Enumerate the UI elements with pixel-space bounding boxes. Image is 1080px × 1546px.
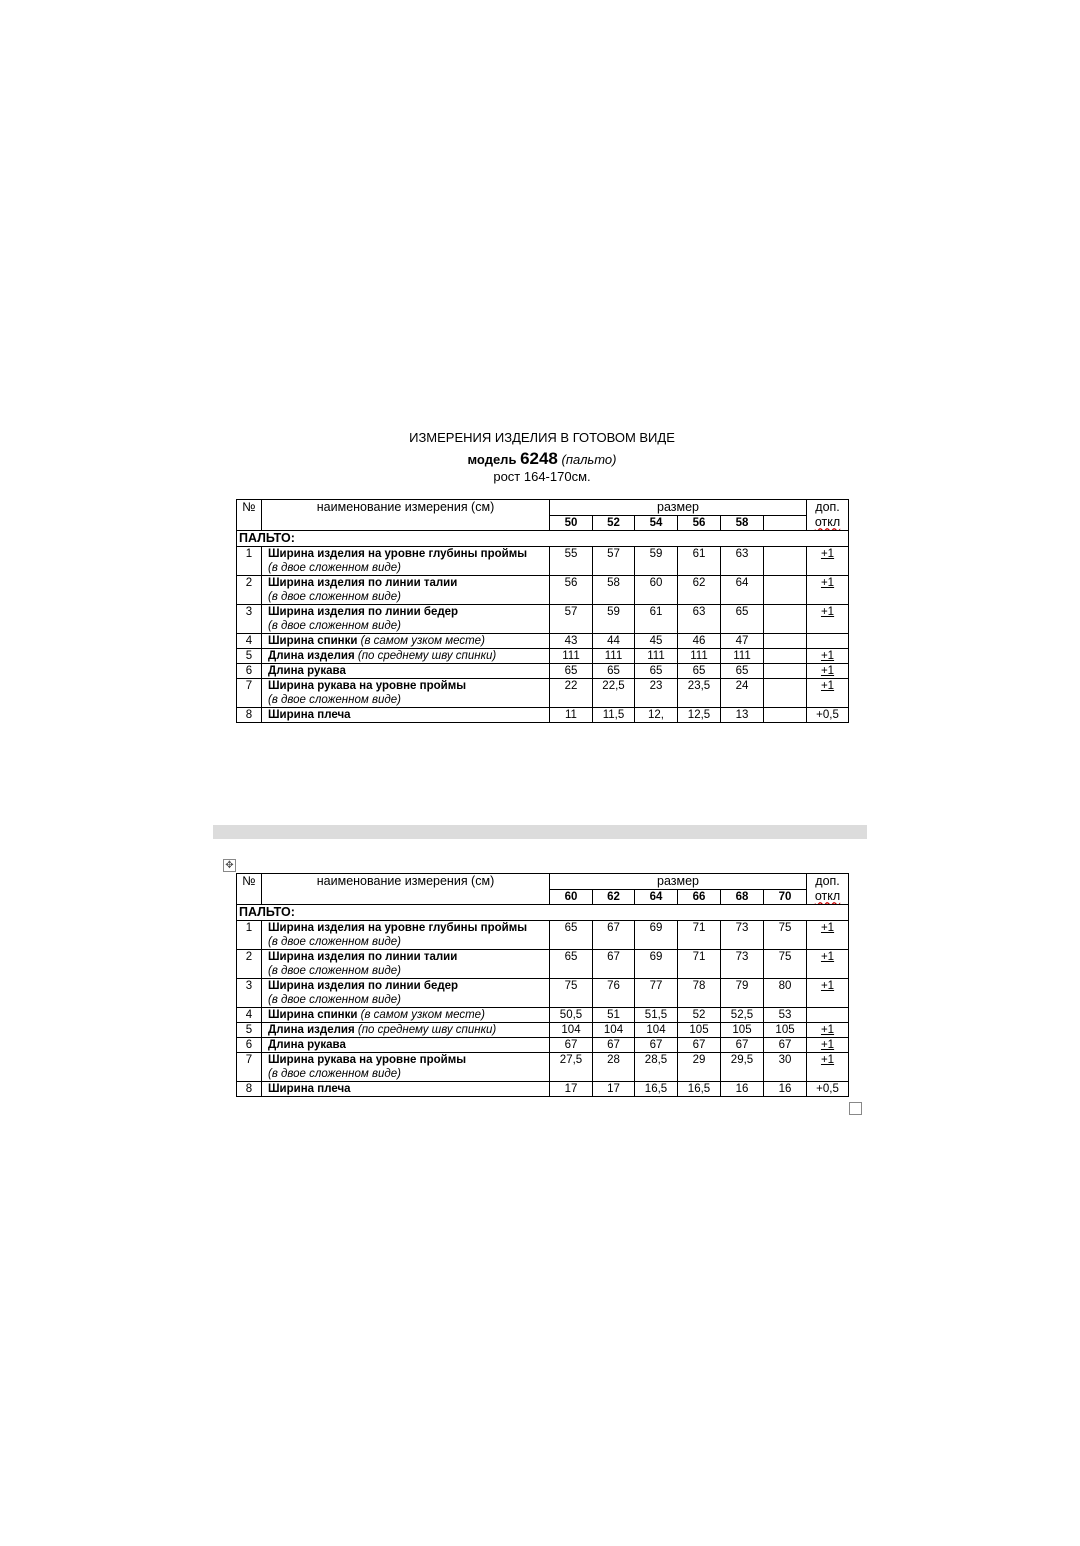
size-header-cell: 66 xyxy=(678,890,721,905)
value-cell: 60 xyxy=(635,576,678,605)
measurement-title: Длина изделия xyxy=(268,1024,355,1036)
value-cell: 73 xyxy=(721,921,764,950)
tolerance-cell xyxy=(807,1053,849,1082)
table-row xyxy=(237,1053,849,1082)
value-cell: 67 xyxy=(593,921,635,950)
row-number: 8 xyxy=(237,708,262,723)
measurement-title: Ширина плеча xyxy=(268,1083,351,1095)
value-cell: 27,5 xyxy=(550,1053,593,1082)
value-cell: 77 xyxy=(635,979,678,1008)
value-cell: 65 xyxy=(550,921,593,950)
value-cell: 53 xyxy=(764,1008,807,1023)
tolerance-value: +1 xyxy=(820,922,835,934)
col-size-header: размер xyxy=(550,500,807,516)
value-cell: 105 xyxy=(721,1023,764,1038)
value-cell xyxy=(764,708,807,723)
col-number-header: № xyxy=(237,874,262,905)
value-cell: 17 xyxy=(550,1082,593,1097)
row-number: 3 xyxy=(237,979,262,1008)
measurement-title: Ширина плеча xyxy=(268,709,351,721)
measurement-note: (по среднему шву спинки) xyxy=(357,650,497,662)
measurement-note: (по среднему шву спинки) xyxy=(357,1024,497,1036)
value-cell: 22,5 xyxy=(593,679,635,708)
tolerance-value: +1 xyxy=(820,980,835,992)
value-cell: 65 xyxy=(635,664,678,679)
value-cell: 67 xyxy=(593,950,635,979)
measurement-title: Длина рукава xyxy=(268,1039,346,1051)
row-number: 6 xyxy=(237,1038,262,1053)
tolerance-value: +1 xyxy=(820,1039,835,1051)
row-number: 5 xyxy=(237,649,262,664)
value-cell: 16,5 xyxy=(635,1082,678,1097)
value-cell: 71 xyxy=(678,950,721,979)
tolerance-value: +1 xyxy=(820,577,835,589)
measurement-title: Ширина спинки xyxy=(268,635,358,647)
col-name-header: наименование измерения (см) xyxy=(262,874,550,905)
tolerance-value: +1 xyxy=(820,951,835,963)
tolerance-value: +1 xyxy=(820,606,835,618)
tolerance-value: +1 xyxy=(820,650,835,662)
value-cell: 65 xyxy=(550,664,593,679)
size-header-cell: 64 xyxy=(635,890,678,905)
model-word: модель xyxy=(467,452,517,467)
tolerance-cell xyxy=(807,634,849,649)
col-tolerance-header xyxy=(807,500,849,531)
measurement-note: (в двое сложенном виде) xyxy=(268,994,401,1006)
table-row xyxy=(237,1082,849,1097)
table-row xyxy=(237,605,849,634)
size-header-cell: 68 xyxy=(721,890,764,905)
tolerance-label-2: откл xyxy=(814,889,841,903)
table-row xyxy=(237,634,849,649)
section-label: ПАЛЬТО: xyxy=(237,531,849,547)
tolerance-value: +1 xyxy=(820,548,835,560)
tolerance-cell xyxy=(807,1008,849,1023)
row-number: 6 xyxy=(237,664,262,679)
value-cell: 111 xyxy=(635,649,678,664)
value-cell: 65 xyxy=(721,664,764,679)
size-header-cell: 54 xyxy=(635,516,678,531)
section-row xyxy=(237,905,849,921)
value-cell: 67 xyxy=(678,1038,721,1053)
table-row xyxy=(237,708,849,723)
table-row xyxy=(237,950,849,979)
tolerance-cell xyxy=(807,950,849,979)
value-cell: 52 xyxy=(678,1008,721,1023)
row-number: 4 xyxy=(237,634,262,649)
value-cell: 59 xyxy=(593,605,635,634)
size-header-cell: 60 xyxy=(550,890,593,905)
table-row xyxy=(237,1023,849,1038)
row-number: 4 xyxy=(237,1008,262,1023)
value-cell: 104 xyxy=(550,1023,593,1038)
row-number: 2 xyxy=(237,576,262,605)
model-line xyxy=(236,449,848,469)
value-cell: 50,5 xyxy=(550,1008,593,1023)
tolerance-value: +1 xyxy=(820,1054,835,1066)
value-cell: 80 xyxy=(764,979,807,1008)
value-cell: 61 xyxy=(678,547,721,576)
value-cell: 45 xyxy=(635,634,678,649)
section-row xyxy=(237,531,849,547)
measurement-note: (в двое сложенном виде) xyxy=(268,591,401,603)
measurement-name xyxy=(262,1082,550,1097)
tolerance-cell xyxy=(807,921,849,950)
table-resize-handle-icon[interactable] xyxy=(849,1102,862,1115)
value-cell: 11 xyxy=(550,708,593,723)
measurement-note: (в двое сложенном виде) xyxy=(268,1068,401,1080)
value-cell: 55 xyxy=(550,547,593,576)
table-row xyxy=(237,576,849,605)
tolerance-label-1: доп. xyxy=(815,874,840,888)
size-header-cell: 62 xyxy=(593,890,635,905)
value-cell: 23 xyxy=(635,679,678,708)
size-header-cell: 70 xyxy=(764,890,807,905)
value-cell: 57 xyxy=(593,547,635,576)
col-name-header: наименование измерения (см) xyxy=(262,500,550,531)
measurement-title: Ширина изделия по линии бедер xyxy=(268,606,459,618)
measurement-note: (в двое сложенном виде) xyxy=(268,936,401,948)
table-move-handle-icon[interactable]: ✥ xyxy=(223,859,236,872)
measurement-name xyxy=(262,547,550,576)
value-cell: 61 xyxy=(635,605,678,634)
value-cell: 75 xyxy=(764,921,807,950)
size-header-cell: 52 xyxy=(593,516,635,531)
value-cell: 17 xyxy=(593,1082,635,1097)
table-row xyxy=(237,547,849,576)
value-cell: 28,5 xyxy=(635,1053,678,1082)
measurements-table-1 xyxy=(236,499,849,723)
value-cell: 67 xyxy=(593,1038,635,1053)
model-type: (пальто) xyxy=(561,452,617,467)
measurement-name xyxy=(262,1053,550,1082)
row-number: 5 xyxy=(237,1023,262,1038)
tolerance-cell xyxy=(807,708,849,723)
value-cell: 79 xyxy=(721,979,764,1008)
measurement-name xyxy=(262,950,550,979)
value-cell: 67 xyxy=(721,1038,764,1053)
tolerance-cell xyxy=(807,605,849,634)
tolerance-cell xyxy=(807,664,849,679)
table-row xyxy=(237,664,849,679)
tolerance-label-1: доп. xyxy=(815,500,840,514)
value-cell: 65 xyxy=(721,605,764,634)
measurement-title: Ширина изделия по линии талии xyxy=(268,951,458,963)
value-cell: 75 xyxy=(550,979,593,1008)
value-cell: 104 xyxy=(635,1023,678,1038)
tolerance-cell xyxy=(807,649,849,664)
table-row xyxy=(237,979,849,1008)
row-number: 8 xyxy=(237,1082,262,1097)
tolerance-cell xyxy=(807,679,849,708)
value-cell: 111 xyxy=(721,649,764,664)
value-cell: 16,5 xyxy=(678,1082,721,1097)
value-cell: 28 xyxy=(593,1053,635,1082)
size-header-cell xyxy=(764,516,807,531)
value-cell: 12,5 xyxy=(678,708,721,723)
row-number: 3 xyxy=(237,605,262,634)
value-cell: 43 xyxy=(550,634,593,649)
tolerance-value: +1 xyxy=(820,1024,835,1036)
value-cell: 105 xyxy=(764,1023,807,1038)
measurement-name xyxy=(262,1038,550,1053)
tolerance-value: +1 xyxy=(820,680,835,692)
col-tolerance-header xyxy=(807,874,849,905)
value-cell: 105 xyxy=(678,1023,721,1038)
value-cell: 57 xyxy=(550,605,593,634)
value-cell: 29,5 xyxy=(721,1053,764,1082)
value-cell: 44 xyxy=(593,634,635,649)
value-cell: 69 xyxy=(635,921,678,950)
tolerance-cell xyxy=(807,576,849,605)
measurement-name xyxy=(262,634,550,649)
table-row xyxy=(237,1038,849,1053)
value-cell: 46 xyxy=(678,634,721,649)
value-cell xyxy=(764,679,807,708)
row-number: 7 xyxy=(237,679,262,708)
value-cell: 62 xyxy=(678,576,721,605)
value-cell: 29 xyxy=(678,1053,721,1082)
document-title: ИЗМЕРЕНИЯ ИЗДЕЛИЯ В ГОТОВОМ ВИДЕ xyxy=(409,430,675,445)
value-cell: 63 xyxy=(678,605,721,634)
value-cell: 30 xyxy=(764,1053,807,1082)
measurement-title: Длина изделия xyxy=(268,650,355,662)
page-separator xyxy=(213,825,867,839)
measurement-name xyxy=(262,576,550,605)
value-cell: 67 xyxy=(635,1038,678,1053)
value-cell: 22 xyxy=(550,679,593,708)
value-cell: 12, xyxy=(635,708,678,723)
value-cell xyxy=(764,649,807,664)
measurement-name xyxy=(262,605,550,634)
measurement-title: Ширина спинки xyxy=(268,1009,358,1021)
measurement-title: Ширина рукава на уровне проймы xyxy=(268,680,467,692)
value-cell xyxy=(764,576,807,605)
value-cell: 59 xyxy=(635,547,678,576)
value-cell: 71 xyxy=(678,921,721,950)
table-row xyxy=(237,921,849,950)
tolerance-value: +0,5 xyxy=(816,709,839,721)
value-cell: 63 xyxy=(721,547,764,576)
measurement-title: Ширина рукава на уровне проймы xyxy=(268,1054,467,1066)
value-cell: 47 xyxy=(721,634,764,649)
value-cell: 65 xyxy=(593,664,635,679)
measurement-note: (в двое сложенном виде) xyxy=(268,562,401,574)
value-cell xyxy=(764,547,807,576)
measurements-table-2 xyxy=(236,873,849,1097)
row-number: 7 xyxy=(237,1053,262,1082)
value-cell: 24 xyxy=(721,679,764,708)
section-label: ПАЛЬТО: xyxy=(237,905,849,921)
row-number: 2 xyxy=(237,950,262,979)
value-cell: 16 xyxy=(764,1082,807,1097)
value-cell: 69 xyxy=(635,950,678,979)
value-cell: 65 xyxy=(678,664,721,679)
value-cell: 51 xyxy=(593,1008,635,1023)
value-cell: 73 xyxy=(721,950,764,979)
measurement-note: (в двое сложенном виде) xyxy=(268,620,401,632)
col-number-header: № xyxy=(237,500,262,531)
value-cell: 56 xyxy=(550,576,593,605)
size-header-cell: 50 xyxy=(550,516,593,531)
value-cell: 111 xyxy=(678,649,721,664)
value-cell: 67 xyxy=(764,1038,807,1053)
measurement-name xyxy=(262,708,550,723)
tolerance-cell xyxy=(807,1038,849,1053)
measurement-name xyxy=(262,664,550,679)
value-cell: 104 xyxy=(593,1023,635,1038)
size-header-cell: 58 xyxy=(721,516,764,531)
tolerance-value: +1 xyxy=(820,665,835,677)
value-cell xyxy=(764,634,807,649)
measurement-note: (в самом узком месте) xyxy=(360,1009,485,1021)
value-cell: 23,5 xyxy=(678,679,721,708)
table-row xyxy=(237,649,849,664)
tolerance-cell xyxy=(807,1082,849,1097)
measurement-note: (в двое сложенном виде) xyxy=(268,965,401,977)
measurement-title: Длина рукава xyxy=(268,665,346,677)
tolerance-value: +0,5 xyxy=(816,1083,839,1095)
value-cell: 13 xyxy=(721,708,764,723)
table-row xyxy=(237,1008,849,1023)
tolerance-cell xyxy=(807,547,849,576)
row-number: 1 xyxy=(237,547,262,576)
row-number: 1 xyxy=(237,921,262,950)
value-cell: 75 xyxy=(764,950,807,979)
table-row xyxy=(237,679,849,708)
measurement-note: (в двое сложенном виде) xyxy=(268,694,401,706)
value-cell xyxy=(764,605,807,634)
size-header-cell: 56 xyxy=(678,516,721,531)
tolerance-cell xyxy=(807,979,849,1008)
value-cell: 52,5 xyxy=(721,1008,764,1023)
header-row xyxy=(237,874,849,890)
measurement-name xyxy=(262,921,550,950)
value-cell: 65 xyxy=(550,950,593,979)
measurement-name xyxy=(262,679,550,708)
value-cell: 64 xyxy=(721,576,764,605)
tolerance-cell xyxy=(807,1023,849,1038)
measurement-name xyxy=(262,649,550,664)
measurement-name xyxy=(262,979,550,1008)
value-cell: 111 xyxy=(550,649,593,664)
measurement-note: (в самом узком месте) xyxy=(360,635,485,647)
col-size-header: размер xyxy=(550,874,807,890)
measurement-title: Ширина изделия на уровне глубины проймы xyxy=(268,548,528,560)
value-cell: 51,5 xyxy=(635,1008,678,1023)
measurement-name xyxy=(262,1023,550,1038)
value-cell: 16 xyxy=(721,1082,764,1097)
measurement-title: Ширина изделия на уровне глубины проймы xyxy=(268,922,528,934)
height-range: рост 164-170см. xyxy=(493,469,591,484)
value-cell: 58 xyxy=(593,576,635,605)
measurement-title: Ширина изделия по линии бедер xyxy=(268,980,459,992)
header-row xyxy=(237,500,849,516)
value-cell: 11,5 xyxy=(593,708,635,723)
value-cell xyxy=(764,664,807,679)
measurement-title: Ширина изделия по линии талии xyxy=(268,577,458,589)
value-cell: 78 xyxy=(678,979,721,1008)
tolerance-label-2: откл xyxy=(814,515,841,529)
model-number: 6248 xyxy=(520,449,558,468)
measurement-name xyxy=(262,1008,550,1023)
value-cell: 111 xyxy=(593,649,635,664)
value-cell: 67 xyxy=(550,1038,593,1053)
value-cell: 76 xyxy=(593,979,635,1008)
